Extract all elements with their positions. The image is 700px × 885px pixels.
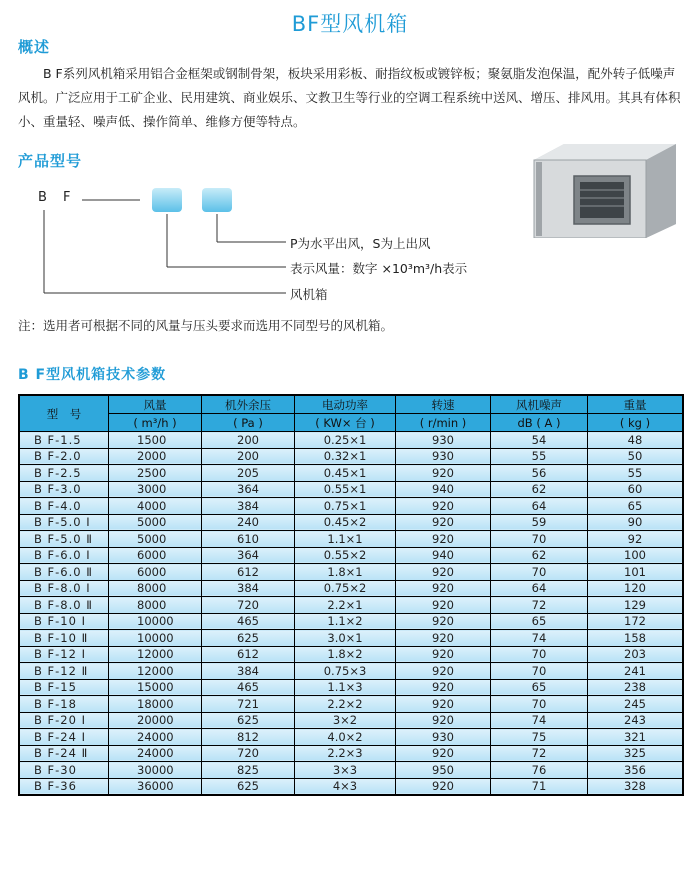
cell-speed: 920 bbox=[396, 613, 491, 630]
cell-speed: 950 bbox=[396, 762, 491, 779]
cell-power: 2.2×3 bbox=[295, 745, 396, 762]
cell-airflow: 1500 bbox=[109, 432, 202, 449]
cell-pressure: 720 bbox=[202, 597, 295, 614]
cell-model: B F-8.0 Ⅱ bbox=[19, 597, 109, 614]
outlet-code-box bbox=[202, 188, 232, 212]
cell-weight: 50 bbox=[588, 448, 684, 465]
table-row bbox=[19, 564, 683, 581]
cell-airflow: 5000 bbox=[109, 531, 202, 548]
cell-model: B F-1.5 bbox=[19, 432, 109, 449]
cell-model: B F-4.0 bbox=[19, 498, 109, 515]
cell-speed: 920 bbox=[396, 696, 491, 713]
cell-pressure: 625 bbox=[202, 630, 295, 647]
cell-speed: 920 bbox=[396, 679, 491, 696]
cell-power: 0.75×1 bbox=[295, 498, 396, 515]
cell-power: 1.8×1 bbox=[295, 564, 396, 581]
outlet-legend: P为水平出风，S为上出风 bbox=[290, 236, 431, 251]
cell-power: 0.45×2 bbox=[295, 514, 396, 531]
table-row bbox=[19, 514, 683, 531]
unit-speed: ( r/min ) bbox=[396, 414, 491, 432]
header-power bbox=[295, 395, 396, 414]
cell-power: 0.55×1 bbox=[295, 481, 396, 498]
cell-weight: 90 bbox=[588, 514, 684, 531]
table-row bbox=[19, 597, 683, 614]
cell-pressure: 610 bbox=[202, 531, 295, 548]
cell-model: B F-10 Ⅰ bbox=[19, 613, 109, 630]
cell-power: 0.75×3 bbox=[295, 663, 396, 680]
cell-noise: 65 bbox=[491, 613, 588, 630]
cell-power: 3.0×1 bbox=[295, 630, 396, 647]
cell-noise: 70 bbox=[491, 531, 588, 548]
cell-model: B F-12 Ⅱ bbox=[19, 663, 109, 680]
table-row bbox=[19, 448, 683, 465]
cell-power: 0.75×2 bbox=[295, 580, 396, 597]
table-row bbox=[19, 646, 683, 663]
cell-airflow: 8000 bbox=[109, 597, 202, 614]
cell-model: B F-10 Ⅱ bbox=[19, 630, 109, 647]
cell-model: B F-12 Ⅰ bbox=[19, 646, 109, 663]
cell-model: B F-2.0 bbox=[19, 448, 109, 465]
header-pressure-label: 机外余压 bbox=[225, 397, 271, 412]
cell-noise: 71 bbox=[491, 778, 588, 795]
fan-box-product-image bbox=[524, 138, 684, 238]
cell-power: 1.1×3 bbox=[295, 679, 396, 696]
table-row bbox=[19, 630, 683, 647]
cell-power: 1.8×2 bbox=[295, 646, 396, 663]
cell-power: 1.1×2 bbox=[295, 613, 396, 630]
cell-power: 0.55×2 bbox=[295, 547, 396, 564]
cell-speed: 930 bbox=[396, 448, 491, 465]
cell-pressure: 825 bbox=[202, 762, 295, 779]
cell-power: 4×3 bbox=[295, 778, 396, 795]
cell-power: 0.25×1 bbox=[295, 432, 396, 449]
table-row bbox=[19, 745, 683, 762]
cell-pressure: 465 bbox=[202, 679, 295, 696]
spec-table bbox=[18, 394, 684, 796]
unit-weight: ( kg ) bbox=[588, 414, 684, 432]
cell-noise: 62 bbox=[491, 547, 588, 564]
cell-pressure: 384 bbox=[202, 663, 295, 680]
header-airflow bbox=[109, 395, 202, 414]
airflow-legend: 表示风量：数字 ×10³m³/h表示 bbox=[290, 261, 468, 276]
table-row bbox=[19, 465, 683, 482]
cell-model: B F-8.0 Ⅰ bbox=[19, 580, 109, 597]
cell-noise: 70 bbox=[491, 564, 588, 581]
cell-speed: 920 bbox=[396, 646, 491, 663]
cell-speed: 920 bbox=[396, 465, 491, 482]
header-speed bbox=[396, 395, 491, 414]
cell-pressure: 625 bbox=[202, 712, 295, 729]
table-row bbox=[19, 580, 683, 597]
selection-note: 注：选用者可根据不同的风量与压头要求而选用不同型号的风机箱。 bbox=[18, 318, 394, 333]
cell-weight: 325 bbox=[588, 745, 684, 762]
header-model bbox=[19, 395, 109, 432]
cell-airflow: 30000 bbox=[109, 762, 202, 779]
cell-noise: 72 bbox=[491, 597, 588, 614]
cell-power: 1.1×1 bbox=[295, 531, 396, 548]
cell-model: B F-6.0 Ⅰ bbox=[19, 547, 109, 564]
cell-airflow: 12000 bbox=[109, 663, 202, 680]
cell-speed: 920 bbox=[396, 745, 491, 762]
cell-speed: 930 bbox=[396, 729, 491, 746]
cell-model: B F-24 Ⅰ bbox=[19, 729, 109, 746]
cell-airflow: 15000 bbox=[109, 679, 202, 696]
cell-airflow: 6000 bbox=[109, 564, 202, 581]
cell-noise: 64 bbox=[491, 580, 588, 597]
cell-noise: 65 bbox=[491, 679, 588, 696]
cell-pressure: 200 bbox=[202, 432, 295, 449]
cell-weight: 48 bbox=[588, 432, 684, 449]
cell-airflow: 10000 bbox=[109, 630, 202, 647]
cell-noise: 64 bbox=[491, 498, 588, 515]
table-row bbox=[19, 778, 683, 795]
cell-noise: 70 bbox=[491, 663, 588, 680]
cell-speed: 920 bbox=[396, 663, 491, 680]
cell-weight: 243 bbox=[588, 712, 684, 729]
cell-pressure: 364 bbox=[202, 481, 295, 498]
cell-model: B F-30 bbox=[19, 762, 109, 779]
overview-paragraph: B F系列风机箱采用铝合金框架或钢制骨架，板块采用彩板、耐指纹板或镀锌板；聚氨脂发泡保温，配外转子低噪声风机。广泛应用于工矿企业、民用建筑、商业娱乐、文教卫生等行业的空调工程系统中送风、增压、排风用。其具有体积小、重量轻、噪声低、操作简单、维修方便等特点。 bbox=[18, 66, 681, 129]
cell-airflow: 5000 bbox=[109, 514, 202, 531]
cell-weight: 60 bbox=[588, 481, 684, 498]
cell-speed: 920 bbox=[396, 514, 491, 531]
cell-speed: 940 bbox=[396, 481, 491, 498]
table-row bbox=[19, 663, 683, 680]
cell-weight: 92 bbox=[588, 531, 684, 548]
cell-pressure: 721 bbox=[202, 696, 295, 713]
table-row bbox=[19, 729, 683, 746]
cell-model: B F-5.0 Ⅰ bbox=[19, 514, 109, 531]
cell-airflow: 10000 bbox=[109, 613, 202, 630]
cell-model: B F-18 bbox=[19, 696, 109, 713]
cell-model: B F-5.0 Ⅱ bbox=[19, 531, 109, 548]
cell-noise: 72 bbox=[491, 745, 588, 762]
airflow-code-box bbox=[152, 188, 182, 212]
cell-airflow: 20000 bbox=[109, 712, 202, 729]
cell-model: B F-3.0 bbox=[19, 481, 109, 498]
cell-weight: 356 bbox=[588, 762, 684, 779]
spec-table-body bbox=[19, 432, 683, 796]
cell-noise: 74 bbox=[491, 630, 588, 647]
header-speed-label: 转速 bbox=[431, 397, 455, 412]
cell-power: 0.32×1 bbox=[295, 448, 396, 465]
cell-model: B F-36 bbox=[19, 778, 109, 795]
header-airflow-label: 风量 bbox=[143, 397, 167, 412]
cell-speed: 930 bbox=[396, 432, 491, 449]
unit-power: ( KW× 台 ) bbox=[295, 414, 396, 432]
table-row bbox=[19, 498, 683, 515]
overview-heading: 概述 bbox=[18, 38, 51, 56]
unit-airflow: ( m³/h ) bbox=[109, 414, 202, 432]
cell-speed: 920 bbox=[396, 778, 491, 795]
cell-pressure: 465 bbox=[202, 613, 295, 630]
model-heading: 产品型号 bbox=[18, 152, 83, 170]
cell-noise: 56 bbox=[491, 465, 588, 482]
cell-airflow: 2000 bbox=[109, 448, 202, 465]
cell-weight: 129 bbox=[588, 597, 684, 614]
cell-noise: 62 bbox=[491, 481, 588, 498]
model-prefix: B F bbox=[38, 190, 77, 205]
table-heading: B F型风机箱技术参数 bbox=[18, 367, 167, 383]
cell-airflow: 6000 bbox=[109, 547, 202, 564]
cell-speed: 920 bbox=[396, 580, 491, 597]
cell-weight: 65 bbox=[588, 498, 684, 515]
cell-model: B F-2.5 bbox=[19, 465, 109, 482]
cell-pressure: 812 bbox=[202, 729, 295, 746]
cell-weight: 321 bbox=[588, 729, 684, 746]
cell-pressure: 384 bbox=[202, 498, 295, 515]
cell-weight: 203 bbox=[588, 646, 684, 663]
cell-noise: 59 bbox=[491, 514, 588, 531]
cell-airflow: 36000 bbox=[109, 778, 202, 795]
table-row bbox=[19, 696, 683, 713]
table-row bbox=[19, 712, 683, 729]
cell-power: 3×3 bbox=[295, 762, 396, 779]
cell-pressure: 205 bbox=[202, 465, 295, 482]
cell-weight: 55 bbox=[588, 465, 684, 482]
cell-power: 2.2×2 bbox=[295, 696, 396, 713]
cell-airflow: 3000 bbox=[109, 481, 202, 498]
cell-pressure: 612 bbox=[202, 564, 295, 581]
unit-noise: dB ( A ) bbox=[491, 414, 588, 432]
cell-power: 2.2×1 bbox=[295, 597, 396, 614]
table-row bbox=[19, 531, 683, 548]
header-pressure bbox=[202, 395, 295, 414]
cell-airflow: 24000 bbox=[109, 745, 202, 762]
cell-weight: 172 bbox=[588, 613, 684, 630]
unit-pressure: ( Pa ) bbox=[202, 414, 295, 432]
cell-noise: 76 bbox=[491, 762, 588, 779]
cell-airflow: 4000 bbox=[109, 498, 202, 515]
header-weight bbox=[588, 395, 684, 414]
cell-model: B F-24 Ⅱ bbox=[19, 745, 109, 762]
cell-airflow: 18000 bbox=[109, 696, 202, 713]
cell-power: 3×2 bbox=[295, 712, 396, 729]
cell-airflow: 2500 bbox=[109, 465, 202, 482]
cell-speed: 920 bbox=[396, 531, 491, 548]
cell-power: 4.0×2 bbox=[295, 729, 396, 746]
cell-pressure: 612 bbox=[202, 646, 295, 663]
table-row bbox=[19, 762, 683, 779]
table-header-row bbox=[19, 395, 683, 414]
table-row bbox=[19, 432, 683, 449]
table-row bbox=[19, 481, 683, 498]
cell-weight: 158 bbox=[588, 630, 684, 647]
cell-noise: 54 bbox=[491, 432, 588, 449]
cell-speed: 920 bbox=[396, 498, 491, 515]
cell-weight: 328 bbox=[588, 778, 684, 795]
header-weight-label: 重量 bbox=[623, 397, 647, 412]
cell-weight: 241 bbox=[588, 663, 684, 680]
cell-pressure: 364 bbox=[202, 547, 295, 564]
cell-noise: 70 bbox=[491, 696, 588, 713]
cell-airflow: 12000 bbox=[109, 646, 202, 663]
cell-weight: 120 bbox=[588, 580, 684, 597]
cell-speed: 920 bbox=[396, 630, 491, 647]
cell-weight: 101 bbox=[588, 564, 684, 581]
fan-box-legend: 风机箱 bbox=[290, 287, 328, 302]
cell-speed: 920 bbox=[396, 597, 491, 614]
cell-weight: 245 bbox=[588, 696, 684, 713]
cell-speed: 940 bbox=[396, 547, 491, 564]
cell-weight: 238 bbox=[588, 679, 684, 696]
header-noise bbox=[491, 395, 588, 414]
page-title: BF型风机箱 bbox=[291, 12, 409, 36]
cell-speed: 920 bbox=[396, 564, 491, 581]
table-row bbox=[19, 613, 683, 630]
cell-power: 0.45×1 bbox=[295, 465, 396, 482]
header-noise-label: 风机噪声 bbox=[516, 397, 562, 412]
cell-pressure: 200 bbox=[202, 448, 295, 465]
cell-pressure: 384 bbox=[202, 580, 295, 597]
header-power-label: 电动功率 bbox=[322, 397, 368, 412]
cell-airflow: 8000 bbox=[109, 580, 202, 597]
table-header-units-row bbox=[19, 414, 683, 432]
cell-pressure: 625 bbox=[202, 778, 295, 795]
table-row bbox=[19, 547, 683, 564]
cell-model: B F-6.0 Ⅱ bbox=[19, 564, 109, 581]
table-row bbox=[19, 679, 683, 696]
cell-pressure: 720 bbox=[202, 745, 295, 762]
cell-pressure: 240 bbox=[202, 514, 295, 531]
cell-model: B F-15 bbox=[19, 679, 109, 696]
cell-noise: 55 bbox=[491, 448, 588, 465]
cell-model: B F-20 Ⅰ bbox=[19, 712, 109, 729]
header-model-label: 型 号 bbox=[46, 406, 82, 421]
cell-airflow: 24000 bbox=[109, 729, 202, 746]
cell-weight: 100 bbox=[588, 547, 684, 564]
cell-noise: 74 bbox=[491, 712, 588, 729]
cell-noise: 75 bbox=[491, 729, 588, 746]
cell-noise: 70 bbox=[491, 646, 588, 663]
cell-speed: 920 bbox=[396, 712, 491, 729]
